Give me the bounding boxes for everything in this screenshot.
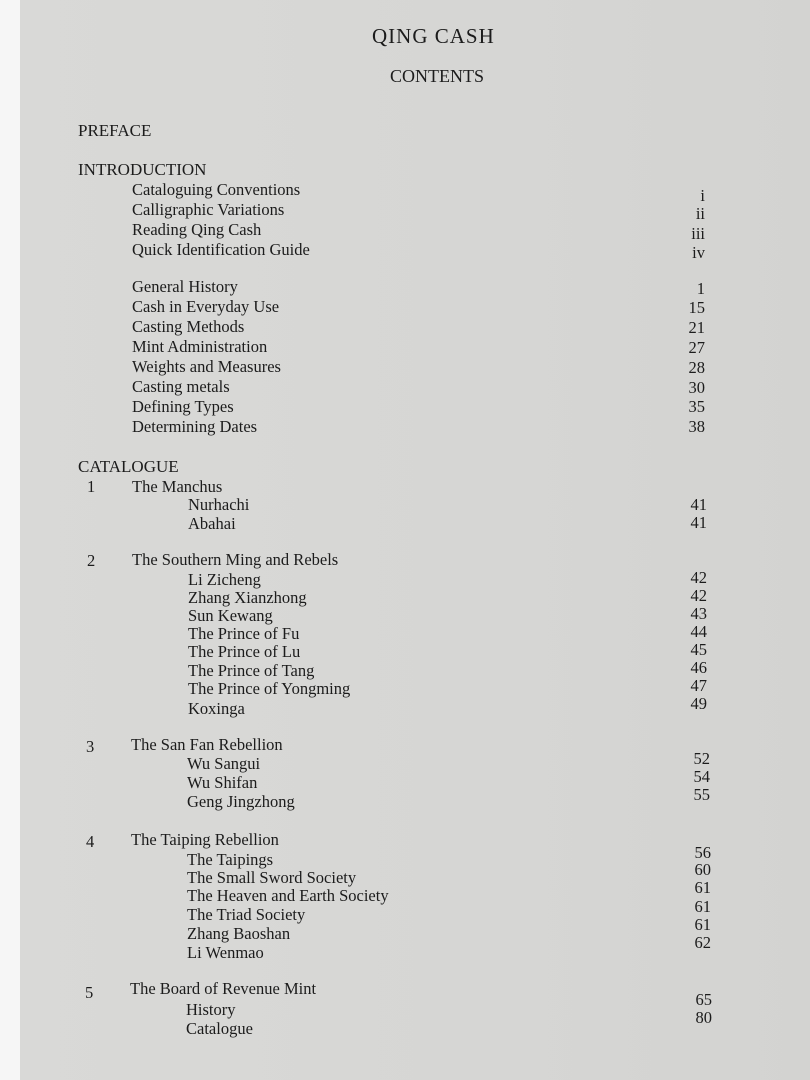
toc-entry-page: 35 — [688, 397, 705, 416]
catalogue-heading: CATALOGUE — [78, 457, 179, 476]
toc-entry-page: 1 — [696, 279, 705, 298]
toc-entry-page: iv — [692, 243, 705, 262]
toc-entry-page: 28 — [688, 358, 705, 377]
toc-entry-label: The Prince of Tang — [188, 661, 315, 680]
toc-entry-label: Casting metals — [132, 377, 230, 396]
toc-entry-page: 42 — [690, 586, 707, 605]
section-number: 3 — [86, 737, 95, 756]
toc-entry-page: 41 — [690, 513, 707, 532]
toc-entry-label: Casting Methods — [132, 317, 245, 336]
toc-entry-page: 62 — [694, 933, 711, 952]
toc-entry-page: 49 — [690, 694, 707, 713]
section-number: 1 — [87, 477, 96, 496]
toc-entry-page: 61 — [694, 915, 711, 934]
section-title: The Manchus — [132, 477, 223, 496]
section-title: The Southern Ming and Rebels — [132, 550, 339, 569]
toc-entry-label: The Triad Society — [187, 905, 306, 924]
toc-entry-page: 54 — [693, 767, 710, 786]
toc-entry-page: 27 — [688, 338, 705, 357]
toc-entry-label: General History — [132, 277, 238, 296]
toc-entry-page: 47 — [690, 676, 707, 695]
toc-entry-label: Abahai — [188, 514, 236, 533]
toc-entry-label: The Heaven and Earth Society — [187, 886, 389, 905]
toc-entry-label: Sun Kewang — [188, 606, 273, 625]
page-margin — [0, 0, 20, 1080]
contents-heading: CONTENTS — [390, 66, 484, 86]
toc-entry-label: The Prince of Lu — [188, 642, 301, 661]
section-number: 5 — [85, 983, 94, 1002]
section-number: 4 — [86, 832, 95, 851]
toc-entry-label: Cash in Everyday Use — [132, 297, 280, 316]
toc-entry-page: 56 — [694, 843, 711, 862]
toc-entry-page: 43 — [690, 604, 707, 623]
toc-entry-label: Koxinga — [188, 699, 245, 718]
toc-entry-label: Zhang Xianzhong — [188, 588, 307, 607]
section-number: 2 — [87, 551, 96, 570]
introduction-heading: INTRODUCTION — [78, 160, 207, 179]
toc-entry-label: Catalogue — [186, 1019, 253, 1038]
toc-entry-label: The Prince of Yongming — [188, 679, 351, 698]
toc-entry-page: 15 — [688, 298, 705, 317]
toc-entry-page: iii — [691, 224, 705, 243]
toc-entry-page: 21 — [688, 318, 705, 337]
toc-entry-page: 80 — [695, 1008, 712, 1027]
toc-entry-page: i — [700, 186, 705, 205]
preface-heading: PREFACE — [78, 121, 152, 140]
toc-entry-page: 61 — [694, 897, 711, 916]
toc-entry-label: Mint Administration — [132, 337, 268, 356]
contents-page — [20, 0, 810, 1080]
toc-entry-page: ii — [695, 204, 705, 223]
toc-entry-page: 46 — [690, 658, 707, 677]
toc-entry-label: History — [186, 1000, 236, 1019]
toc-entry-label: The Prince of Fu — [188, 624, 300, 643]
toc-entry-label: Reading Qing Cash — [132, 220, 262, 239]
section-title: The San Fan Rebellion — [131, 735, 283, 754]
toc-entry-label: Determining Dates — [132, 417, 258, 436]
toc-entry-page: 60 — [694, 860, 711, 879]
toc-entry-label: Li Wenmao — [187, 943, 264, 962]
toc-entry-label: Calligraphic Variations — [132, 200, 285, 219]
book-title: QING CASH — [372, 24, 495, 48]
toc-entry-label: Li Zicheng — [188, 570, 261, 589]
toc-entry-page: 41 — [690, 495, 707, 514]
toc-entry-label: Nurhachi — [188, 495, 250, 514]
toc-entry-page: 42 — [690, 568, 707, 587]
toc-entry-label: Defining Types — [132, 397, 234, 416]
toc-entry-label: The Taipings — [187, 850, 274, 869]
section-title: The Taiping Rebellion — [131, 830, 279, 849]
toc-entry-label: Cataloguing Conventions — [132, 180, 301, 199]
toc-entry-label: Weights and Measures — [132, 357, 281, 376]
toc-entry-page: 44 — [690, 622, 707, 641]
toc-entry-page: 55 — [693, 785, 710, 804]
toc-entry-page: 61 — [694, 878, 711, 897]
toc-entry-label: Quick Identification Guide — [132, 240, 310, 259]
toc-entry-label: Geng Jingzhong — [187, 792, 295, 811]
toc-entry-page: 30 — [688, 378, 705, 397]
toc-entry-label: Wu Shifan — [187, 773, 258, 792]
toc-entry-label: Zhang Baoshan — [187, 924, 291, 943]
toc-entry-label: Wu Sangui — [187, 754, 261, 773]
section-title: The Board of Revenue Mint — [130, 979, 317, 998]
toc-entry-page: 52 — [693, 749, 710, 768]
toc-entry-page: 45 — [690, 640, 707, 659]
toc-entry-page: 38 — [688, 417, 705, 436]
toc-entry-page: 65 — [695, 990, 712, 1009]
toc-entry-label: The Small Sword Society — [187, 868, 357, 887]
